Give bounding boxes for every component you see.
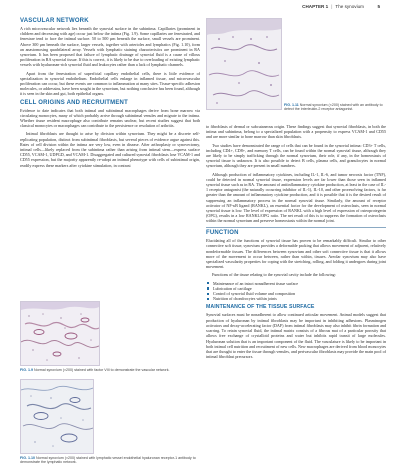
bullet-square-icon [207,293,209,295]
micrograph-image [21,380,93,453]
paragraph: Apart from the fenestration of superficial capillary endothelial cells, there is little evidence of specialization in synovial endothelium. Endothelial cells enlarge in inflamed tissue, and microvascular proliferation can occur, but these events are common to inflammation at many sites. Tissue-specific adhesion molecules, or addressins, have been sought in the synovium, but nothing conclusive has been found, although it is seen in the skin and gut, both epithelial organs. [20,70,200,97]
chapter-number: CHAPTER 1 [302,4,329,9]
figure-caption [284,103,386,112]
paragraph: Elucidating all of the functions of synovial tissue has proven to be remarkably difficult. Similar to other connective soft tissue, synovium provides a deformable packing that allows movement of adjacent, relatively nondeformable tissues. The differences between synovium and other soft connective tissue is that it allows more of the movement to occur between, rather than within, tissues. Areolar synovium may also have specialized vascularity properties for coping with the stretching, rolling, and folding it undergoes during joint movement. [206,238,386,270]
micrograph-lymphatic [20,379,94,454]
section-divider [206,227,386,228]
list-item-text: Maintenance of an intact nonadherent tissue surface [213,280,299,286]
section-heading-function: FUNCTION [206,230,239,237]
paragraph: to fibroblasts of dermal or subcutaneous origin. These findings suggest that synovial fibroblasts, in both the intima and subintima, belong to a specialized population with a propensity to express VCAM-1 and CD55 and are more similar to bone marrow than skin fibroblasts. [206,124,386,140]
chapter-title: The synovium [335,4,364,9]
paragraph: Functions of the tissue relating to the synovial cavity include the following: [212,272,336,278]
running-head-separator: | [331,4,333,9]
figure-label: FIG. 1.9 [20,368,33,372]
paragraph: Although production of inflammatory cytokines, including IL-1, IL-6, and tumor necrosis factor (TNF), could be detected in normal synovial tissue, expression levels are far lower than those seen in inflamed synovial tissue such as in RA. The amount of antiinflammatory cytokine production, at least in the case of IL-1 receptor antagonist (the naturally occurring inhibitor of IL-1), IL-10, and other proresolving factors, is far greater than the amount of inflammatory cytokine production, and it is possible that it is the desired result of suppressing an inflammatory process in the normal synovial tissue. Similarly, the amount of receptor activator of NF-κB ligand (RANKL), an essential factor for the development of osteoclasts, seen in normal synovial tissue is low. The level of expression of RANKL with a high level of expression of osteoprotegerin (OPG), results in a low RANKL/OPG ratio. The net result of this is to suppress the formation of osteoclasts within the normal synovium and preserve homeostasis within the normal joint. [206,171,387,224]
figure-caption-text: Normal synovium (×200) stained with lymphatic vessel endothelial hyaluronan receptor-1 antibody to demonstrate the lymphatic network. [20,456,196,465]
section-heading-vascular-network: VASCULAR NETWORK [20,18,89,24]
paragraph: Intimal fibroblasts are thought to arise by division within synovium. They might be a discrete self-replicating population, distinct from subintimal fibroblasts, but several pieces of evidence argue against this. Rates of cell division within the intima are very low, even in disease. After arthroplasty or synovectomy, intimal cells—likely replaced from the subintima rather than arising from intimal stem—express surface CD55, VCAM-1, UDPGD, and VCAM-1. Disaggregated and cultured synovial fibroblasts lose VCAM-1 and CD55 expression, but the majority apparently re-adopt an intimal phenotype with cells of subintimal origin, readily express these markers after cytokine stimulation, in contrast [20,131,200,168]
running-head [302,4,364,9]
micrograph-image [21,302,99,365]
figure-1-11 [206,18,386,124]
page-header [0,0,400,13]
paragraph: Two studies have demonstrated the range of cells that can be found in the synovial intima: CD3+ T cells, including CD4+, CD8+, and memory T cells, can be found within the normal synovial tissue, although they are likely to be simply trafficking through the normal synovium, their role, if any, in the homeostasis of synovial tissue is unknown. It is also possible to detect B cells, plasma cells, and granulocytes in normal synovium, although they are present in small numbers. [206,142,386,169]
page-number: 5 [377,4,380,9]
micrograph-factor-viii [20,301,100,366]
bullet-square-icon [207,287,209,289]
list-item-text: Lubrication of cartilage [213,285,252,291]
figure-caption [20,368,200,372]
section-heading-cell-origins: CELL ORIGINS AND RECRUITMENT [20,99,128,106]
function-list [206,281,386,302]
list-item-text: Nutrition of chondrocytes within joints [213,296,277,302]
micrograph-il2-receptor [206,18,282,110]
micrograph-image [207,19,281,109]
figure-caption [20,456,200,465]
figure-caption-text: Normal synovium (×200) stained with an antibody to detect the interleukin-2 receptor antagonist. [284,103,383,112]
figure-label: FIG. 1.10 [20,456,35,460]
section-heading-maintenance: MAINTENANCE OF THE TISSUE SURFACE [206,304,315,311]
paragraph: A rich microvascular network lies beneath the synovial surface in the subintima. Capillaries (prominent in children and decreasing with age) occur just below the intima (Fig. 1.9). Some capillaries are fenestrated, and fenestrae tend to face the intimal surface. 50 to 500 µm beneath the surface, small vessels are prominent. Above 300 µm beneath the surface, larger vessels, together with arterioles and lymphatics (Fig. 1.10), form an anastomosing quadrilateral array. Vessels with lymphatic staining characteristics are prominent in RA synovium. It has been proposed that failure of lymphatic drainage of synovial fluid is a cause of villous proliferation in RA synovial tissue. If this is correct, it is likely to be due to overloading of existing lymphatic vessels with hyaluronan-rich synovial fluid and leukocytes rather than a lack of lymphatic channels. [20,26,200,68]
list-item [206,296,386,301]
left-column [20,18,200,171]
bullet-square-icon [207,298,209,300]
figure-caption-text: Normal synovium (×200) stained with factor VIII to demonstrate the vascular network. [33,368,170,372]
right-column [206,18,386,362]
paragraph: Evidence to date indicates that both intimal and subintimal macrophages derive from bone marrow via circulating monocytes, many of which probably arrive through subintimal venules and migrate to the intima. Whether tissue resident macrophage also contribute remains unclear, but recent studies suggest that both classical monocytes or macrophages can contribute to the persistence or resolution of arthritis. [20,107,200,129]
list-item-text: Control of synovial fluid volume and composition [213,291,296,297]
bullet-square-icon [207,282,209,284]
figure-label: FIG. 1.11 [284,103,299,107]
paragraph: Synovial surfaces must be nonadherent to allow continued articular movement. Animal models suggest that production of hyaluronan by intimal fibroblasts may be important in inhibiting adhesions. Plasminogen activators and decay-accelerating factor (DAF) from intimal fibroblasts may also inhibit fibrin formation and scarring. To retain synovial fluid, the intimal matrix consists of a fibrous mat of a particular porosity that allows free exchange of crystalloid proteins and water but inhibits rapid transit of large molecules. Hyaluronan solution that is an important component of the fluid. The vasculature is likely to be important in both intimal cell nutrition and recruitment of new cells. New macrophages are derived from blood monocytes that are thought to enter the tissue through venules, and perivascular fibroblasts may provide the main pool of intimal fibroblast precursors. [206,312,386,360]
